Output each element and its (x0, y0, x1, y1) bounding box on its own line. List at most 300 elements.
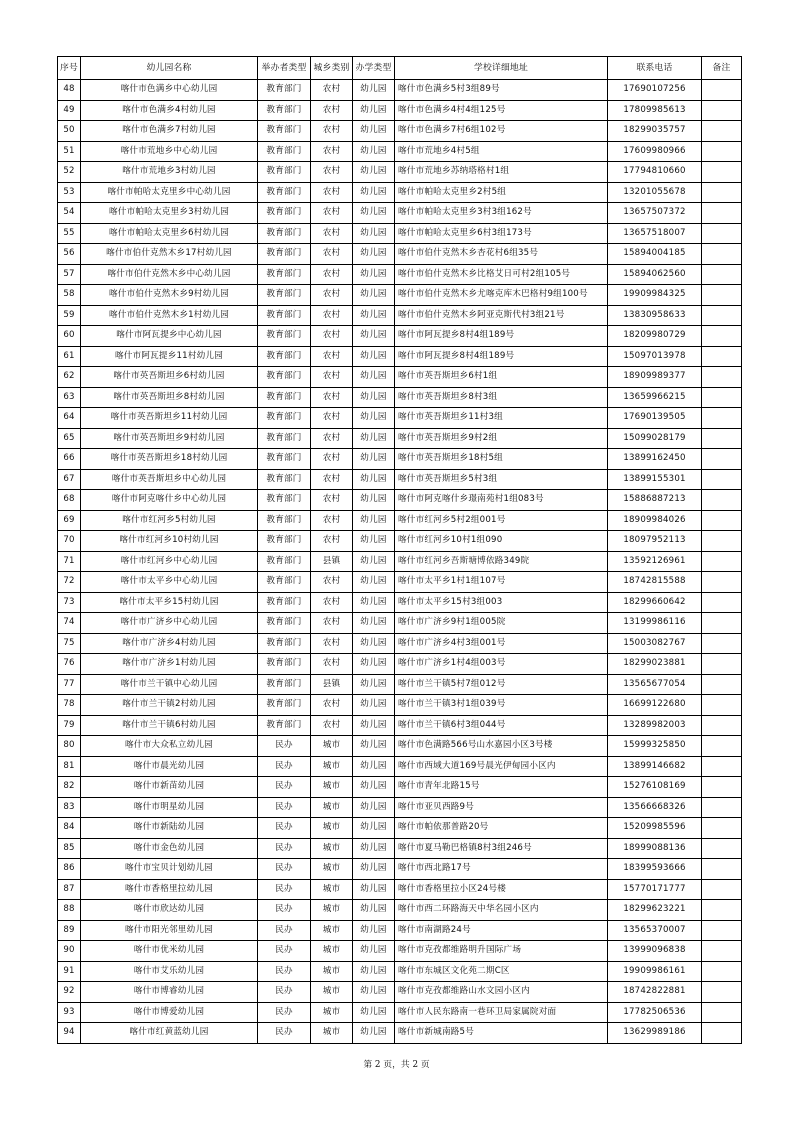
cell-urban-rural: 农村 (311, 203, 353, 224)
cell-name: 喀什市香格里拉幼儿园 (81, 879, 258, 900)
cell-sponsor-type: 教育部门 (258, 264, 311, 285)
cell-address: 喀什市新城南路5号 (395, 1023, 608, 1044)
table-row (58, 838, 742, 859)
cell-sponsor-type: 民办 (258, 838, 311, 859)
cell-index: 55 (58, 223, 81, 244)
table-row (58, 613, 742, 634)
cell-address: 喀什市英吾斯坦乡11村3组 (395, 408, 608, 429)
cell-name: 喀什市金色幼儿园 (81, 838, 258, 859)
table-row (58, 551, 742, 572)
cell-sponsor-type: 教育部门 (258, 572, 311, 593)
cell-school-type: 幼儿园 (353, 428, 395, 449)
cell-index: 78 (58, 695, 81, 716)
cell-urban-rural: 城市 (311, 777, 353, 798)
cell-sponsor-type: 教育部门 (258, 367, 311, 388)
cell-school-type: 幼儿园 (353, 838, 395, 859)
table-row (58, 797, 742, 818)
cell-remarks (702, 818, 742, 839)
cell-urban-rural: 农村 (311, 182, 353, 203)
table-row (58, 387, 742, 408)
header-sponsor-type: 举办者类型 (258, 57, 311, 80)
cell-index: 70 (58, 531, 81, 552)
header-school-type: 办学类型 (353, 57, 395, 80)
cell-phone: 13565677054 (608, 674, 702, 695)
cell-school-type: 幼儿园 (353, 264, 395, 285)
table-row (58, 756, 742, 777)
cell-name: 喀什市艾乐幼儿园 (81, 961, 258, 982)
cell-urban-rural: 县镇 (311, 674, 353, 695)
cell-index: 62 (58, 367, 81, 388)
cell-name: 喀什市广济乡4村幼儿园 (81, 633, 258, 654)
cell-school-type: 幼儿园 (353, 1023, 395, 1044)
cell-urban-rural: 城市 (311, 1023, 353, 1044)
cell-urban-rural: 城市 (311, 838, 353, 859)
cell-phone: 18742822881 (608, 982, 702, 1003)
cell-urban-rural: 农村 (311, 449, 353, 470)
cell-school-type: 幼儿园 (353, 777, 395, 798)
cell-index: 56 (58, 244, 81, 265)
cell-address: 喀什市太平乡15村3组003 (395, 592, 608, 613)
cell-urban-rural: 农村 (311, 367, 353, 388)
cell-urban-rural: 城市 (311, 797, 353, 818)
cell-index: 51 (58, 141, 81, 162)
cell-index: 52 (58, 162, 81, 183)
cell-school-type: 幼儿园 (353, 818, 395, 839)
cell-sponsor-type: 民办 (258, 879, 311, 900)
cell-name: 喀什市晨光幼儿园 (81, 756, 258, 777)
cell-remarks (702, 428, 742, 449)
table-row (58, 592, 742, 613)
cell-address: 喀什市东城区文化苑二期C区 (395, 961, 608, 982)
cell-address: 喀什市亚贝西路9号 (395, 797, 608, 818)
cell-urban-rural: 农村 (311, 510, 353, 531)
header-name: 幼儿园名称 (81, 57, 258, 80)
cell-sponsor-type: 教育部门 (258, 510, 311, 531)
table-row (58, 285, 742, 306)
cell-name: 喀什市阿克喀什乡中心幼儿园 (81, 490, 258, 511)
cell-school-type: 幼儿园 (353, 449, 395, 470)
cell-address: 喀什市阿瓦提乡8村4组189号 (395, 326, 608, 347)
cell-phone: 18299623221 (608, 900, 702, 921)
cell-phone: 15999325850 (608, 736, 702, 757)
cell-phone: 13899155301 (608, 469, 702, 490)
cell-index: 90 (58, 941, 81, 962)
cell-address: 喀什市兰干镇5村7组012号 (395, 674, 608, 695)
kindergarten-table (57, 56, 742, 1044)
cell-urban-rural: 城市 (311, 736, 353, 757)
cell-phone: 17690107256 (608, 80, 702, 101)
cell-address: 喀什市广济乡1村4组003号 (395, 654, 608, 675)
cell-school-type: 幼儿园 (353, 305, 395, 326)
cell-urban-rural: 农村 (311, 715, 353, 736)
cell-urban-rural: 农村 (311, 613, 353, 634)
cell-school-type: 幼儿园 (353, 182, 395, 203)
cell-name: 喀什市英吾斯坦乡18村幼儿园 (81, 449, 258, 470)
cell-address: 喀什市西北路17号 (395, 859, 608, 880)
cell-address: 喀什市帕哈太克里乡3村3组162号 (395, 203, 608, 224)
cell-phone: 15886887213 (608, 490, 702, 511)
cell-sponsor-type: 教育部门 (258, 285, 311, 306)
cell-address: 喀什市荒地乡4村5组 (395, 141, 608, 162)
cell-name: 喀什市新苗幼儿园 (81, 777, 258, 798)
cell-address: 喀什市兰干镇6村3组044号 (395, 715, 608, 736)
table-row (58, 531, 742, 552)
cell-school-type: 幼儿园 (353, 592, 395, 613)
cell-address: 喀什市红河乡10村1组090 (395, 531, 608, 552)
cell-name: 喀什市博爱幼儿园 (81, 1002, 258, 1023)
cell-phone: 13899146682 (608, 756, 702, 777)
header-phone: 联系电话 (608, 57, 702, 80)
cell-urban-rural: 农村 (311, 141, 353, 162)
table-row (58, 244, 742, 265)
cell-phone: 13629989186 (608, 1023, 702, 1044)
cell-index: 57 (58, 264, 81, 285)
cell-name: 喀什市英吾斯坦乡11村幼儿园 (81, 408, 258, 429)
table-row (58, 1023, 742, 1044)
cell-address: 喀什市帕依那普路20号 (395, 818, 608, 839)
cell-remarks (702, 141, 742, 162)
cell-phone: 13899162450 (608, 449, 702, 470)
cell-sponsor-type: 民办 (258, 920, 311, 941)
cell-index: 76 (58, 654, 81, 675)
cell-index: 94 (58, 1023, 81, 1044)
cell-phone: 15003082767 (608, 633, 702, 654)
cell-phone: 17794810660 (608, 162, 702, 183)
cell-name: 喀什市阿瓦提乡中心幼儿园 (81, 326, 258, 347)
cell-school-type: 幼儿园 (353, 920, 395, 941)
page-footer: 第 2 页，共 2 页 (363, 1060, 430, 1070)
cell-phone: 13566668326 (608, 797, 702, 818)
cell-phone: 17609980966 (608, 141, 702, 162)
cell-urban-rural: 农村 (311, 428, 353, 449)
cell-sponsor-type: 教育部门 (258, 715, 311, 736)
cell-phone: 13657518007 (608, 223, 702, 244)
cell-name: 喀什市大众私立幼儿园 (81, 736, 258, 757)
cell-sponsor-type: 教育部门 (258, 203, 311, 224)
cell-index: 49 (58, 100, 81, 121)
table-row (58, 203, 742, 224)
cell-urban-rural: 城市 (311, 982, 353, 1003)
cell-index: 74 (58, 613, 81, 634)
cell-address: 喀什市阿克喀什乡璟南苑村1组083号 (395, 490, 608, 511)
cell-address: 喀什市伯什克然木乡杏花村6组35号 (395, 244, 608, 265)
cell-index: 92 (58, 982, 81, 1003)
cell-phone: 18299023881 (608, 654, 702, 675)
cell-urban-rural: 农村 (311, 100, 353, 121)
cell-name: 喀什市红河乡10村幼儿园 (81, 531, 258, 552)
cell-sponsor-type: 民办 (258, 1002, 311, 1023)
cell-school-type: 幼儿园 (353, 367, 395, 388)
cell-phone: 15209985596 (608, 818, 702, 839)
cell-name: 喀什市红河乡5村幼儿园 (81, 510, 258, 531)
cell-phone: 13289982003 (608, 715, 702, 736)
cell-remarks (702, 859, 742, 880)
cell-phone: 18299035757 (608, 121, 702, 142)
cell-urban-rural: 农村 (311, 387, 353, 408)
cell-urban-rural: 农村 (311, 695, 353, 716)
cell-sponsor-type: 教育部门 (258, 674, 311, 695)
table-row (58, 80, 742, 101)
cell-remarks (702, 490, 742, 511)
cell-remarks (702, 756, 742, 777)
cell-remarks (702, 387, 742, 408)
cell-remarks (702, 777, 742, 798)
cell-index: 81 (58, 756, 81, 777)
cell-name: 喀什市阳光邻里幼儿园 (81, 920, 258, 941)
cell-index: 73 (58, 592, 81, 613)
cell-sponsor-type: 教育部门 (258, 121, 311, 142)
cell-urban-rural: 城市 (311, 920, 353, 941)
table-row (58, 818, 742, 839)
cell-name: 喀什市广济乡1村幼儿园 (81, 654, 258, 675)
cell-address: 喀什市广济乡9村1组005院 (395, 613, 608, 634)
cell-index: 65 (58, 428, 81, 449)
cell-index: 91 (58, 961, 81, 982)
table-row (58, 428, 742, 449)
cell-name: 喀什市伯什克然木乡9村幼儿园 (81, 285, 258, 306)
cell-urban-rural: 农村 (311, 121, 353, 142)
cell-remarks (702, 203, 742, 224)
cell-school-type: 幼儿园 (353, 715, 395, 736)
cell-address: 喀什市伯什克然木乡比格艾日可村2组105号 (395, 264, 608, 285)
cell-school-type: 幼儿园 (353, 387, 395, 408)
cell-urban-rural: 农村 (311, 469, 353, 490)
cell-address: 喀什市兰干镇3村1组039号 (395, 695, 608, 716)
cell-urban-rural: 城市 (311, 859, 353, 880)
cell-urban-rural: 农村 (311, 346, 353, 367)
header-address: 学校详细地址 (395, 57, 608, 80)
cell-index: 84 (58, 818, 81, 839)
cell-school-type: 幼儿园 (353, 941, 395, 962)
cell-name: 喀什市伯什克然木乡17村幼儿园 (81, 244, 258, 265)
cell-address: 喀什市红河乡吾斯塘博依路349院 (395, 551, 608, 572)
cell-phone: 15276108169 (608, 777, 702, 798)
cell-index: 64 (58, 408, 81, 429)
table-row (58, 449, 742, 470)
cell-remarks (702, 367, 742, 388)
cell-address: 喀什市伯什克然木乡阿亚克斯代村3组21号 (395, 305, 608, 326)
cell-name: 喀什市伯什克然木乡1村幼儿园 (81, 305, 258, 326)
cell-index: 58 (58, 285, 81, 306)
table-row (58, 859, 742, 880)
cell-remarks (702, 797, 742, 818)
cell-index: 80 (58, 736, 81, 757)
cell-index: 69 (58, 510, 81, 531)
cell-school-type: 幼儿园 (353, 346, 395, 367)
table-row (58, 162, 742, 183)
cell-index: 59 (58, 305, 81, 326)
cell-school-type: 幼儿园 (353, 1002, 395, 1023)
cell-name: 喀什市帕哈太克里乡6村幼儿园 (81, 223, 258, 244)
cell-index: 88 (58, 900, 81, 921)
cell-phone: 13565370007 (608, 920, 702, 941)
cell-sponsor-type: 教育部门 (258, 531, 311, 552)
cell-remarks (702, 941, 742, 962)
cell-remarks (702, 182, 742, 203)
cell-school-type: 幼儿园 (353, 797, 395, 818)
cell-phone: 15894062560 (608, 264, 702, 285)
cell-sponsor-type: 教育部门 (258, 326, 311, 347)
cell-sponsor-type: 民办 (258, 818, 311, 839)
cell-sponsor-type: 民办 (258, 859, 311, 880)
cell-remarks (702, 510, 742, 531)
table-row (58, 982, 742, 1003)
cell-phone: 15099028179 (608, 428, 702, 449)
cell-index: 48 (58, 80, 81, 101)
cell-name: 喀什市英吾斯坦乡9村幼儿园 (81, 428, 258, 449)
cell-phone: 17690139505 (608, 408, 702, 429)
cell-remarks (702, 551, 742, 572)
cell-school-type: 幼儿园 (353, 551, 395, 572)
cell-sponsor-type: 教育部门 (258, 654, 311, 675)
table-row (58, 121, 742, 142)
table-row (58, 1002, 742, 1023)
cell-address: 喀什市色满乡7村6组102号 (395, 121, 608, 142)
cell-index: 72 (58, 572, 81, 593)
cell-phone: 15894004185 (608, 244, 702, 265)
cell-remarks (702, 223, 742, 244)
table-row (58, 264, 742, 285)
cell-sponsor-type: 教育部门 (258, 490, 311, 511)
cell-phone: 15097013978 (608, 346, 702, 367)
cell-school-type: 幼儿园 (353, 244, 395, 265)
cell-phone: 18299660642 (608, 592, 702, 613)
cell-urban-rural: 农村 (311, 326, 353, 347)
cell-phone: 13657507372 (608, 203, 702, 224)
cell-remarks (702, 900, 742, 921)
cell-school-type: 幼儿园 (353, 490, 395, 511)
cell-sponsor-type: 教育部门 (258, 449, 311, 470)
cell-index: 93 (58, 1002, 81, 1023)
cell-remarks (702, 715, 742, 736)
cell-address: 喀什市色满乡5村3组89号 (395, 80, 608, 101)
cell-index: 87 (58, 879, 81, 900)
cell-sponsor-type: 民办 (258, 982, 311, 1003)
cell-remarks (702, 592, 742, 613)
table-row (58, 736, 742, 757)
cell-index: 86 (58, 859, 81, 880)
cell-school-type: 幼儿园 (353, 900, 395, 921)
cell-urban-rural: 城市 (311, 961, 353, 982)
cell-phone: 18909989377 (608, 367, 702, 388)
cell-school-type: 幼儿园 (353, 531, 395, 552)
cell-sponsor-type: 教育部门 (258, 551, 311, 572)
cell-address: 喀什市英吾斯坦乡6村1组 (395, 367, 608, 388)
cell-school-type: 幼儿园 (353, 879, 395, 900)
cell-sponsor-type: 民办 (258, 756, 311, 777)
cell-school-type: 幼儿园 (353, 859, 395, 880)
table-row (58, 223, 742, 244)
cell-address: 喀什市人民东路南一巷环卫局家属院对面 (395, 1002, 608, 1023)
cell-index: 83 (58, 797, 81, 818)
cell-phone: 13592126961 (608, 551, 702, 572)
cell-remarks (702, 879, 742, 900)
cell-name: 喀什市荒地乡3村幼儿园 (81, 162, 258, 183)
cell-school-type: 幼儿园 (353, 223, 395, 244)
cell-sponsor-type: 民办 (258, 1023, 311, 1044)
table-row (58, 695, 742, 716)
cell-address: 喀什市南湖路24号 (395, 920, 608, 941)
table-row (58, 408, 742, 429)
cell-address: 喀什市西域大道169号晨光伊甸园小区内 (395, 756, 608, 777)
cell-phone: 18909984026 (608, 510, 702, 531)
cell-school-type: 幼儿园 (353, 510, 395, 531)
cell-name: 喀什市荒地乡中心幼儿园 (81, 141, 258, 162)
cell-address: 喀什市帕哈太克里乡6村3组173号 (395, 223, 608, 244)
cell-urban-rural: 农村 (311, 223, 353, 244)
cell-remarks (702, 961, 742, 982)
cell-address: 喀什市克孜都维路山水文园小区内 (395, 982, 608, 1003)
cell-urban-rural: 农村 (311, 531, 353, 552)
cell-sponsor-type: 民办 (258, 941, 311, 962)
cell-name: 喀什市博睿幼儿园 (81, 982, 258, 1003)
cell-phone: 18209980729 (608, 326, 702, 347)
cell-urban-rural: 农村 (311, 490, 353, 511)
cell-sponsor-type: 教育部门 (258, 244, 311, 265)
cell-phone: 19909984325 (608, 285, 702, 306)
cell-remarks (702, 695, 742, 716)
cell-urban-rural: 农村 (311, 305, 353, 326)
cell-index: 53 (58, 182, 81, 203)
cell-sponsor-type: 教育部门 (258, 613, 311, 634)
cell-index: 66 (58, 449, 81, 470)
cell-urban-rural: 农村 (311, 408, 353, 429)
cell-phone: 16699122680 (608, 695, 702, 716)
cell-sponsor-type: 民办 (258, 736, 311, 757)
cell-school-type: 幼儿园 (353, 961, 395, 982)
table-row (58, 346, 742, 367)
cell-index: 68 (58, 490, 81, 511)
cell-sponsor-type: 教育部门 (258, 469, 311, 490)
cell-sponsor-type: 民办 (258, 777, 311, 798)
cell-address: 喀什市英吾斯坦乡9村2组 (395, 428, 608, 449)
table-row (58, 920, 742, 941)
cell-remarks (702, 305, 742, 326)
cell-sponsor-type: 教育部门 (258, 592, 311, 613)
cell-urban-rural: 农村 (311, 633, 353, 654)
table-row (58, 572, 742, 593)
cell-remarks (702, 982, 742, 1003)
cell-remarks (702, 469, 742, 490)
cell-address: 喀什市夏马勒巴格镇8村3组246号 (395, 838, 608, 859)
cell-address: 喀什市英吾斯坦乡5村3组 (395, 469, 608, 490)
cell-phone: 17809985613 (608, 100, 702, 121)
cell-index: 71 (58, 551, 81, 572)
cell-remarks (702, 654, 742, 675)
cell-name: 喀什市帕哈太克里乡中心幼儿园 (81, 182, 258, 203)
cell-index: 61 (58, 346, 81, 367)
cell-name: 喀什市欣达幼儿园 (81, 900, 258, 921)
cell-remarks (702, 1002, 742, 1023)
cell-index: 50 (58, 121, 81, 142)
cell-school-type: 幼儿园 (353, 633, 395, 654)
cell-address: 喀什市红河乡5村2组001号 (395, 510, 608, 531)
cell-remarks (702, 1023, 742, 1044)
cell-name: 喀什市明星幼儿园 (81, 797, 258, 818)
cell-address: 喀什市英吾斯坦乡8村3组 (395, 387, 608, 408)
cell-name: 喀什市兰干镇6村幼儿园 (81, 715, 258, 736)
cell-address: 喀什市英吾斯坦乡18村5组 (395, 449, 608, 470)
cell-urban-rural: 农村 (311, 654, 353, 675)
cell-address: 喀什市帕哈太克里乡2村5组 (395, 182, 608, 203)
cell-school-type: 幼儿园 (353, 100, 395, 121)
cell-remarks (702, 736, 742, 757)
cell-school-type: 幼儿园 (353, 695, 395, 716)
table-row (58, 879, 742, 900)
table-row (58, 654, 742, 675)
cell-urban-rural: 农村 (311, 592, 353, 613)
cell-name: 喀什市英吾斯坦乡中心幼儿园 (81, 469, 258, 490)
